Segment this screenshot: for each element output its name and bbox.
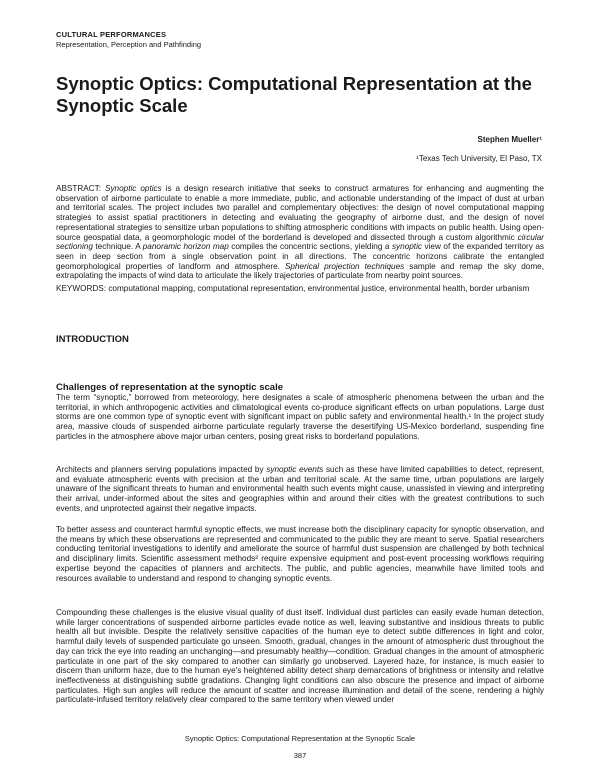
body-paragraph-4: Compounding these challenges is the elusive visual quality of dust itself. Individual dust particles can easily evade human detection, while larger concentrations of suspended airborne particles evade notice as well, leaving substantive and insidious threats to public health all but invisible. Despite the relatively sensitive capacities of the human eye to detect subtle differences in light and color, harmful daily levels of suspended particulate go unseen. Smooth, gradual, changes in the amount of atmospheric dust throughout the day can trick the eye into reading an unchanging—and presumably healthy—condition. Gradual changes in the amount of atmospheric particulate in one part of the sky compared to another can similarly go unobserved. Layered haze, for instance, is much easier to discern than uniform haze, due to the human eye's heightened ability detect sharp demarcations of brightness or intensity and relative ineffectiveness at distinguishing subtle gradations. Changing light conditions can also obscure the presence and impact of airborne particulates. High sun angles will reduce the amount of scatter and increase illumination and detail of the scene, rendering a highly particulate-infused territory relatively clear compared to the same territory when viewed under (56, 608, 544, 705)
abstract-lead: ABSTRACT: (56, 184, 102, 193)
abstract-text: view of the expanded territory as seen in deep section from a single observation point in all directions. The concentric horizons calibrate the entangled geomorphological properties of landform and atmosphere. (56, 242, 544, 271)
abstract-emphasis: circular sectioning (56, 232, 544, 252)
abstract-text: is a design research initiative that seeks to construct armatures for enhancing and augmenting the observation of airborne particulate to enable a more immediate, public, and actionable understanding of the impact of dust at urban and territorial scales. The project includes two parallel and complementary objectives: the design of novel computational mapping strategies to assist spatial practitioners in detecting and evaluating the geography of airborne dust, and the design of novel representational strategies to sensitize urban populations to shifting atmospheric conditions with impacts on public health. Using open-source geospatial data, a geomorphologic model of the borderland is developed and dissected through a custom algorithmic (56, 184, 544, 242)
body-paragraph-1: The term “synoptic,” borrowed from meteorology, here designates a scale of atmospheric phenomena between the urban and the territorial, in which anthropogenic activities and climatological events co-produce significant effects on urban populations. Large dust storms are one common type of synoptic event with significant impact on public safety and environmental health.¹ In the project study area, massive clouds of suspended airborne particulate regularly traverse the desertifying US-Mexico borderland, suspending fine particles in the atmosphere above major urban centers, posing great risks to borderland populations. (56, 393, 544, 441)
abstract-text: sample and remap the sky dome, extrapolating the impacts of wind data to articulate the likely trajectories of particulate from nearby point sources. (56, 261, 544, 281)
running-footer-title: Synoptic Optics: Computational Representation at the Synoptic Scale (184, 734, 416, 743)
body-paragraph-2 (56, 465, 544, 514)
abstract-text: technique. A (92, 242, 143, 252)
author-affiliation: ¹Texas Tech University, El Paso, TX (416, 154, 542, 163)
abstract-text: compiles the concentric sections, yielding a (228, 242, 392, 252)
paragraph-text: such as these have limited capabilities to detect, represent, and evaluate atmospheric events with precision at the urban and territorial scale. At the same time, urban populations are largely unaware of the significant threats to human and environmental health such events might cause, unassisted in viewing and interpreting their arrival, under-informed about the sites and geographies within and around their cities with the greatest contributions to such events, and unprotected against their negative impacts. (56, 465, 544, 513)
paper-title: Synoptic Optics: Computational Representation at the Synoptic Scale (56, 73, 532, 116)
abstract-emphasis: panoramic horizon map (142, 242, 229, 252)
paragraph-emphasis: synoptic events (266, 465, 324, 474)
abstract (56, 184, 544, 281)
subsection-heading: Challenges of representation at the synoptic scale (56, 382, 284, 393)
abstract-emphasis: Spherical projection techniques (284, 261, 405, 271)
body-paragraph-3: To better assess and counteract harmful synoptic effects, we must increase both the disciplinary capacity for synoptic observation, and the means by which these observations are represented and communicated to the public they are meant to serve. Spatial researchers conducting territorial investigations to identify and ameliorate the source of harmful dust suspension are challenged by both technical and disciplinary limits. Scientific assessment methods² require expensive equipment and post-event processing workflows requiring expertise beyond the capacities of planners and architects. The public, and public agencies, meanwhile have limited tools and resources available to understand and respond to changing synoptic events. (56, 525, 544, 583)
keywords: KEYWORDS: computational mapping, computational representation, environmental justice, environmental health, border urbanism (56, 284, 530, 293)
page-number: 387 (293, 751, 307, 760)
author-name: Stephen Mueller¹ (477, 135, 542, 144)
section-heading-introduction: INTRODUCTION (56, 334, 129, 345)
abstract-emphasis: synoptic (391, 242, 422, 252)
abstract-emphasis: Synoptic optics (105, 184, 162, 193)
journal-subtitle-header: Representation, Perception and Pathfinding (56, 40, 202, 49)
paragraph-text: Architects and planners serving populations impacted by (56, 465, 267, 474)
journal-series-header: CULTURAL PERFORMANCES (56, 30, 167, 39)
